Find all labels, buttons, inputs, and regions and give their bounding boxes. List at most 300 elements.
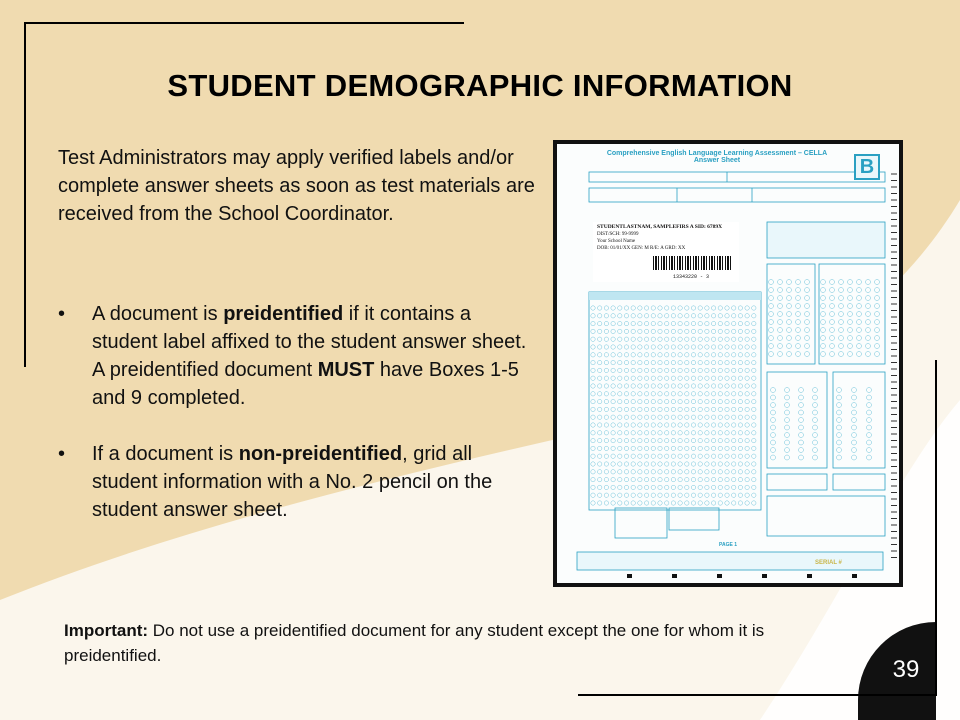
bubble (678, 462, 682, 466)
bubble (611, 384, 615, 388)
bubble (852, 448, 857, 453)
bubble (867, 425, 872, 430)
bubble (691, 376, 695, 380)
bubble (725, 438, 729, 442)
bubble (745, 454, 749, 458)
bubble (651, 384, 655, 388)
bubble (591, 345, 595, 349)
bubble (618, 470, 622, 474)
bubble (738, 337, 742, 341)
bubble (837, 403, 842, 408)
bubble (618, 454, 622, 458)
bubble (852, 388, 857, 393)
bubble (705, 314, 709, 318)
bubble (718, 431, 722, 435)
bubble (771, 455, 776, 460)
bubble (771, 433, 776, 438)
bullet-non-preidentified (58, 440, 538, 524)
bubble (611, 345, 615, 349)
bubble (644, 501, 648, 505)
bubble (711, 501, 715, 505)
bubble (644, 462, 648, 466)
bubble (658, 353, 662, 357)
bubble (691, 329, 695, 333)
bubble (821, 336, 826, 341)
timing-mark (672, 574, 677, 578)
bubble (604, 470, 608, 474)
bubble (771, 425, 776, 430)
bubble (738, 399, 742, 403)
bubble (618, 493, 622, 497)
bubble (591, 376, 595, 380)
bubble (837, 425, 842, 430)
bubble (658, 462, 662, 466)
bubble (805, 312, 810, 317)
bubble (830, 328, 835, 333)
bubble (711, 477, 715, 481)
bubble (644, 438, 648, 442)
bubble (778, 280, 783, 285)
bubble (718, 493, 722, 497)
bubble (691, 360, 695, 364)
bubble (685, 306, 689, 310)
bubble (867, 440, 872, 445)
bubble (752, 431, 756, 435)
bubble (771, 395, 776, 400)
bubble (651, 376, 655, 380)
bubble (658, 399, 662, 403)
bubble (725, 321, 729, 325)
bubble (805, 320, 810, 325)
bubble (725, 454, 729, 458)
bubble (604, 384, 608, 388)
bubble (631, 345, 635, 349)
bubble (644, 454, 648, 458)
bubble (738, 501, 742, 505)
bubble (711, 353, 715, 357)
bubble (785, 395, 790, 400)
date-bubbles (771, 388, 872, 461)
bullet-text: A document is (92, 303, 224, 325)
bubble (875, 304, 880, 309)
bubble (732, 407, 736, 411)
bubble (875, 280, 880, 285)
bubble (604, 353, 608, 357)
bubble (718, 337, 722, 341)
bubble (638, 399, 642, 403)
bubble (598, 501, 602, 505)
bubble (725, 360, 729, 364)
bubble (796, 352, 801, 357)
how-to-mark-box (767, 222, 885, 258)
timing-mark (807, 574, 812, 578)
bubble (658, 306, 662, 310)
bubble (604, 493, 608, 497)
bubble (685, 360, 689, 364)
bubble (867, 418, 872, 423)
bubble (857, 320, 862, 325)
bubble (752, 384, 756, 388)
bubble (671, 493, 675, 497)
bubble (598, 321, 602, 325)
bubble (769, 344, 774, 349)
bubble (671, 353, 675, 357)
bubble (738, 392, 742, 396)
bubble (745, 321, 749, 325)
bubble (732, 470, 736, 474)
bubble (651, 321, 655, 325)
bubble (671, 462, 675, 466)
bubble (671, 345, 675, 349)
bubble (618, 384, 622, 388)
timing-marks (627, 574, 857, 578)
bubble (665, 431, 669, 435)
bubble (665, 360, 669, 364)
bubble (738, 345, 742, 349)
bubble (837, 433, 842, 438)
bubble (752, 314, 756, 318)
bubble (631, 376, 635, 380)
bubble (678, 345, 682, 349)
bubble (624, 376, 628, 380)
bubble (769, 280, 774, 285)
important-note (64, 618, 834, 668)
bubble (867, 448, 872, 453)
test-date-box (767, 372, 827, 468)
bubble (725, 314, 729, 318)
bubble (591, 423, 595, 427)
bubble (711, 485, 715, 489)
bubble (732, 306, 736, 310)
bubble (631, 337, 635, 341)
bubble (752, 306, 756, 310)
bubble (725, 353, 729, 357)
bubble (796, 288, 801, 293)
bubble (867, 455, 872, 460)
bubble (691, 321, 695, 325)
bubble (771, 403, 776, 408)
bubble (705, 337, 709, 341)
bubble (638, 470, 642, 474)
bubble (866, 328, 871, 333)
bubble (698, 337, 702, 341)
bubble (698, 392, 702, 396)
bubble (685, 470, 689, 474)
bubble (691, 392, 695, 396)
bubble (624, 415, 628, 419)
bubble (830, 312, 835, 317)
bubble (705, 321, 709, 325)
bubble (591, 407, 595, 411)
bubble (745, 314, 749, 318)
bubble (618, 477, 622, 481)
bubble (718, 446, 722, 450)
bubble (604, 329, 608, 333)
bubble (738, 353, 742, 357)
bubble (821, 304, 826, 309)
bubble (604, 423, 608, 427)
bubble (638, 306, 642, 310)
bubble (732, 477, 736, 481)
bubble (785, 403, 790, 408)
bubble (631, 462, 635, 466)
bubble (752, 329, 756, 333)
bubble (598, 392, 602, 396)
bubble (732, 501, 736, 505)
bubble (691, 337, 695, 341)
bubble (799, 425, 804, 430)
bubble (711, 360, 715, 364)
bubble (821, 344, 826, 349)
bubble (857, 352, 862, 357)
bubble (821, 320, 826, 325)
bubble (598, 306, 602, 310)
bubble (769, 304, 774, 309)
answer-sheet-header: Comprehensive English Language Learning Assessment – CELLA Answer Sheet (606, 150, 828, 164)
bubble (796, 304, 801, 309)
bubble (598, 438, 602, 442)
bubble (799, 418, 804, 423)
bubble (591, 314, 595, 318)
bubble (678, 407, 682, 411)
bubble (591, 321, 595, 325)
bubble (631, 392, 635, 396)
bubble (752, 392, 756, 396)
bubble (805, 352, 810, 357)
bubble (711, 399, 715, 403)
bubble (624, 446, 628, 450)
bubble (705, 360, 709, 364)
bubble (725, 306, 729, 310)
bubble (685, 384, 689, 388)
bubble (738, 431, 742, 435)
bubble (698, 306, 702, 310)
bubble (591, 415, 595, 419)
bubble (631, 321, 635, 325)
bubble (651, 345, 655, 349)
bubble (778, 320, 783, 325)
bubble (711, 470, 715, 474)
bubble (665, 477, 669, 481)
bubble (711, 314, 715, 318)
bubble (848, 296, 853, 301)
bubble (651, 462, 655, 466)
bubble (752, 376, 756, 380)
bubble (711, 345, 715, 349)
bubble (618, 438, 622, 442)
bubble (671, 306, 675, 310)
bubble (644, 399, 648, 403)
bubble (678, 415, 682, 419)
bubble (718, 353, 722, 357)
bubble (604, 462, 608, 466)
bubble (631, 407, 635, 411)
bubble (698, 477, 702, 481)
bubble (787, 296, 792, 301)
bubble (725, 399, 729, 403)
bubble (785, 425, 790, 430)
bubble (591, 399, 595, 403)
bubble (821, 296, 826, 301)
bubble (857, 344, 862, 349)
bubble (624, 306, 628, 310)
bubble (658, 446, 662, 450)
bubble (598, 337, 602, 341)
bubble (651, 501, 655, 505)
bubble (604, 314, 608, 318)
bubble (718, 462, 722, 466)
bubble (598, 462, 602, 466)
bubble (752, 407, 756, 411)
binding-marks (891, 174, 897, 558)
bubble (644, 329, 648, 333)
bubble (738, 314, 742, 318)
bubble (658, 485, 662, 489)
bubble (598, 314, 602, 318)
bubble (591, 470, 595, 474)
serial-label: SERIAL # (815, 560, 842, 566)
bubble (752, 399, 756, 403)
gender-box (833, 474, 885, 490)
bubble (857, 288, 862, 293)
important-label: Important: (64, 621, 149, 640)
bubble (732, 446, 736, 450)
bubble (665, 384, 669, 388)
bubble (685, 431, 689, 435)
bubble (771, 388, 776, 393)
bubble (671, 321, 675, 325)
bubble (591, 329, 595, 333)
bubble (618, 321, 622, 325)
bubble (691, 345, 695, 349)
bubble (678, 446, 682, 450)
bubble (685, 454, 689, 458)
bubble (711, 415, 715, 419)
bubble (624, 392, 628, 396)
answer-sheet (557, 144, 899, 583)
bubble (705, 470, 709, 474)
bubble (837, 440, 842, 445)
bubble (638, 423, 642, 427)
bubble (698, 314, 702, 318)
frame-line-right (935, 360, 937, 695)
bubble (685, 345, 689, 349)
bubble (604, 376, 608, 380)
bubble (875, 312, 880, 317)
bubble (698, 454, 702, 458)
bubble (691, 384, 695, 388)
bubble (618, 360, 622, 364)
bubble (866, 320, 871, 325)
bubble (705, 485, 709, 489)
bubble (638, 407, 642, 411)
ethnicity-box (767, 474, 827, 490)
bubble (745, 423, 749, 427)
bubble (698, 470, 702, 474)
bubble (631, 501, 635, 505)
bubble (611, 493, 615, 497)
bubble (725, 368, 729, 372)
bubble (685, 407, 689, 411)
bubble (651, 470, 655, 474)
bubble (711, 423, 715, 427)
bubble (787, 312, 792, 317)
bubble (604, 454, 608, 458)
bubble (631, 493, 635, 497)
frame-line-bottom (578, 694, 937, 696)
bubble (732, 368, 736, 372)
bubble (691, 431, 695, 435)
bubble (671, 501, 675, 505)
bullet-bold-must: MUST (317, 359, 375, 381)
bubble (866, 304, 871, 309)
bubble (698, 501, 702, 505)
bubble (769, 336, 774, 341)
bubble (745, 438, 749, 442)
bubble (591, 337, 595, 341)
bubble (624, 384, 628, 388)
bubble (852, 433, 857, 438)
bubble (611, 470, 615, 474)
bullet-text: If a document is (92, 443, 239, 465)
bubble (638, 321, 642, 325)
bubble (651, 337, 655, 341)
bubble (658, 407, 662, 411)
bubble (738, 462, 742, 466)
bubble (718, 392, 722, 396)
bubble (857, 280, 862, 285)
label-line-school: Your School Name (597, 239, 636, 244)
bubble (752, 477, 756, 481)
bubble (644, 423, 648, 427)
bubble (685, 392, 689, 396)
bullet-text: have Boxes 1-5 and 9 completed. (92, 359, 519, 409)
bubble (769, 312, 774, 317)
bubble (725, 345, 729, 349)
bullet-text: , grid all student information with a No. 2 pencil on the student answer sheet. (92, 443, 493, 521)
bubble (837, 388, 842, 393)
bubble (591, 306, 595, 310)
bubble (837, 455, 842, 460)
bubble (711, 462, 715, 466)
bubble (685, 368, 689, 372)
bubble (638, 329, 642, 333)
bubble (805, 336, 810, 341)
bubble (591, 431, 595, 435)
bubble (752, 337, 756, 341)
bubble (604, 337, 608, 341)
bubble (665, 368, 669, 372)
bubble (857, 304, 862, 309)
bubble (778, 312, 783, 317)
bubble (624, 321, 628, 325)
bubble (866, 288, 871, 293)
bubble (624, 431, 628, 435)
bubble (678, 384, 682, 388)
bubble (644, 392, 648, 396)
bubble (866, 280, 871, 285)
bubble (698, 368, 702, 372)
bubble (839, 336, 844, 341)
bubble (848, 304, 853, 309)
bubble (685, 314, 689, 318)
bubble (837, 410, 842, 415)
bubble (718, 329, 722, 333)
bubble (857, 312, 862, 317)
bubble (813, 418, 818, 423)
bubble (752, 454, 756, 458)
bubble (813, 410, 818, 415)
